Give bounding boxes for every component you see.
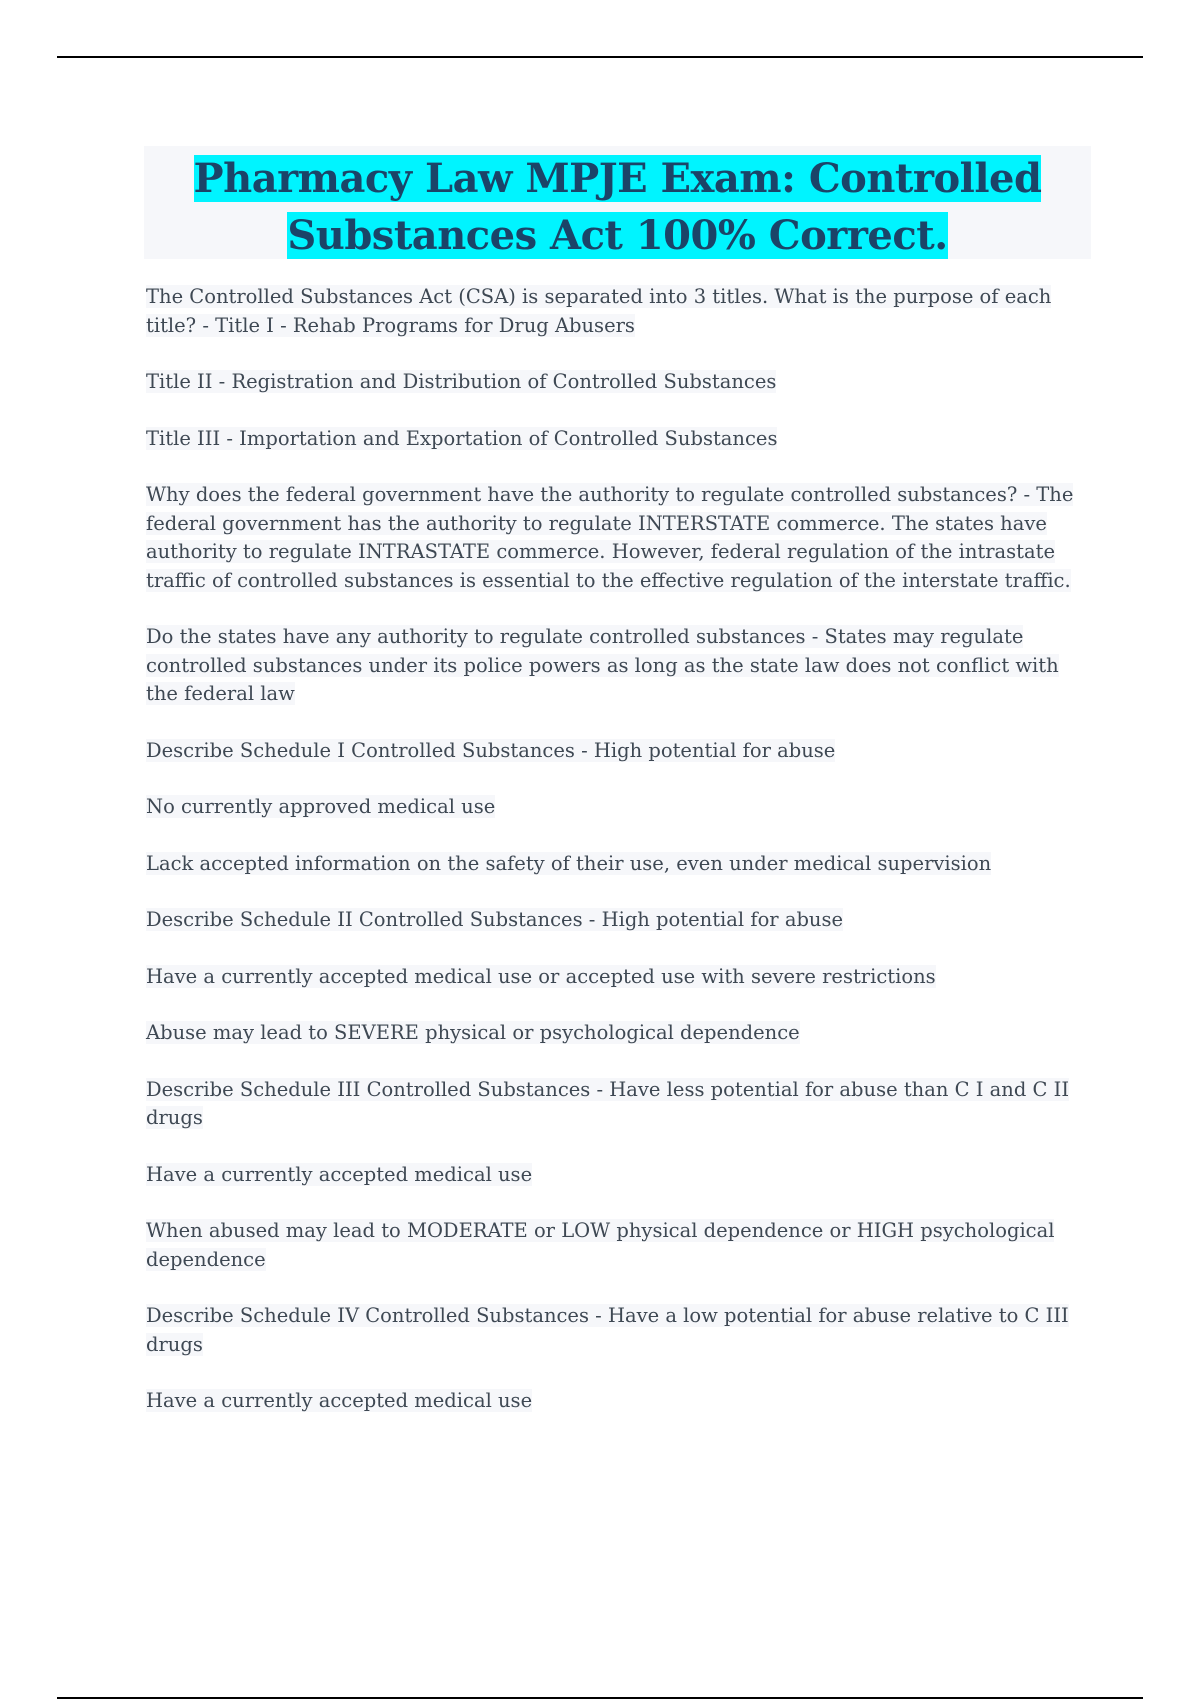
paragraph-text: Why does the federal government have the authority to regulate controlled substances? - The federal government has the authority to regulate INTERSTATE commerce. The states have authority to regulate INTRASTATE commerce. However, federal regulation of the intrastate traffic of controlled substances is essential to the effective regulation of the interstate traffic. (146, 483, 1074, 592)
paragraph (146, 1076, 1096, 1133)
paragraph-text: No currently approved medical use (146, 795, 496, 818)
paragraph-text: Title III - Importation and Exportation of Controlled Substances (146, 426, 778, 450)
paragraph-text: Have a currently accepted medical use (146, 1389, 533, 1412)
paragraph (146, 1217, 1096, 1274)
paragraph-text: The Controlled Substances Act (CSA) is separated into 3 titles. What is the purpose of each title? - Title I - Rehab Programs for Drug Abusers (146, 285, 1052, 337)
paragraph-text: Have a currently accepted medical use (146, 1162, 533, 1186)
paragraph-text: Describe Schedule II Controlled Substances - High potential for abuse (146, 908, 844, 931)
paragraph (146, 906, 1096, 935)
paragraph (146, 1302, 1096, 1359)
paragraph-text: Describe Schedule IV Controlled Substances - Have a low potential for abuse relative to C III drugs (146, 1304, 1069, 1356)
paragraph-text: Lack accepted information on the safety of their use, even under medical supervision (146, 851, 992, 875)
paragraph-text: Do the states have any authority to regulate controlled substances - States may regulate controlled substances under its police powers as long as the state law does not conflict with the federal law (146, 625, 1059, 705)
paragraph-text: Describe Schedule I Controlled Substances - High potential for abuse (146, 738, 836, 762)
paragraph (146, 1019, 1096, 1048)
paragraph (146, 368, 1096, 397)
paragraph (146, 793, 1096, 822)
paragraph (146, 283, 1096, 340)
paragraph-text: Title II - Registration and Distribution of Controlled Substances (146, 370, 777, 393)
top-rule (57, 56, 1143, 58)
paragraph (146, 737, 1096, 766)
title-block (144, 146, 1091, 259)
paragraph (146, 481, 1096, 595)
document-body (146, 283, 1096, 1444)
paragraph (146, 963, 1096, 992)
paragraph-text: Abuse may lead to SEVERE physical or psychological dependence (146, 1021, 800, 1044)
paragraph-text: When abused may lead to MODERATE or LOW physical dependence or HIGH psychological dependence (146, 1219, 1055, 1271)
paragraph (146, 1387, 1096, 1416)
paragraph (146, 425, 1096, 454)
paragraph (146, 1161, 1096, 1190)
page-title-line-1: Pharmacy Law MPJE Exam: Controlled (193, 155, 1042, 202)
page-title-line-2: Substances Act 100% Correct. (287, 212, 948, 259)
paragraph (146, 623, 1096, 709)
bottom-rule (57, 1697, 1143, 1699)
paragraph-text: Describe Schedule III Controlled Substances - Have less potential for abuse than C I and C II drugs (146, 1077, 1070, 1129)
paragraph-text: Have a currently accepted medical use or accepted use with severe restrictions (146, 964, 936, 988)
paragraph (146, 850, 1096, 879)
